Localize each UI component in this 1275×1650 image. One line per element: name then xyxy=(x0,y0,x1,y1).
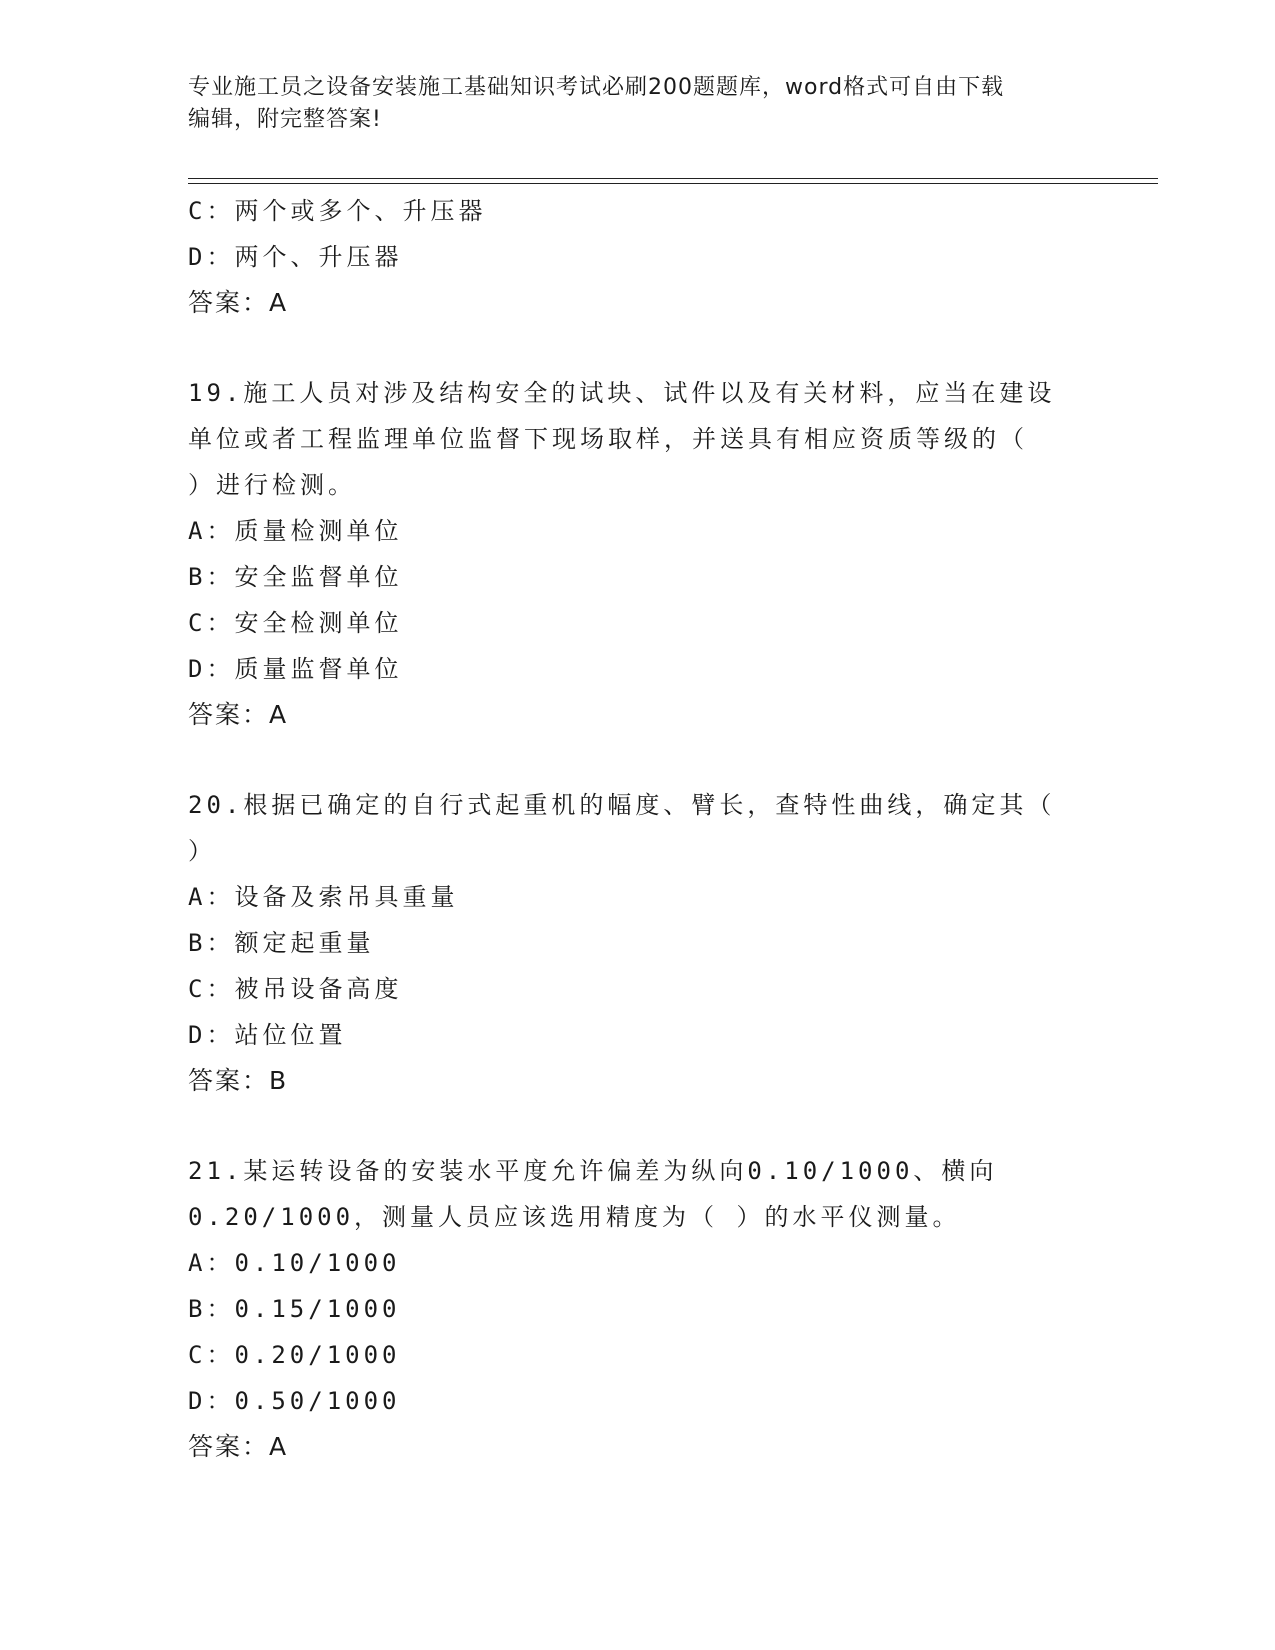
option-b: B：额定起重量 xyxy=(188,929,375,957)
option-a: A：设备及索吊具重量 xyxy=(188,883,459,911)
option-d: D：站位位置 xyxy=(188,1021,347,1049)
question-stem-line: 19.施工人员对涉及结构安全的试块、试件以及有关材料，应当在建设 xyxy=(188,379,1056,407)
question-21 xyxy=(188,1148,1088,1470)
option-a: A：质量检测单位 xyxy=(188,517,403,545)
option-c: C：被吊设备高度 xyxy=(188,975,403,1003)
document-header xyxy=(188,72,1068,136)
option-a: A：0.10/1000 xyxy=(188,1249,401,1277)
answer-line: 答案：A xyxy=(188,700,289,729)
answer-line: 答案：A xyxy=(188,288,289,317)
question-stem-line: 21.某运转设备的安装水平度允许偏差为纵向0.10/1000、横向 xyxy=(188,1157,998,1185)
question-stem-line: 单位或者工程监理单位监督下现场取样，并送具有相应资质等级的（ xyxy=(188,425,1028,453)
header-line-1: 专业施工员之设备安装施工基础知识考试必刷200题题库，word格式可自由下载 xyxy=(188,75,1005,100)
header-divider-top xyxy=(188,178,1158,179)
question-19 xyxy=(188,370,1088,738)
option-b: B：安全监督单位 xyxy=(188,563,403,591)
option-d: D：两个、升压器 xyxy=(188,243,403,271)
option-c: C：0.20/1000 xyxy=(188,1341,401,1369)
question-stem-line: 0.20/1000，测量人员应该选用精度为（ ）的水平仪测量。 xyxy=(188,1203,961,1231)
answer-line: 答案：B xyxy=(188,1066,289,1095)
header-divider-bottom xyxy=(188,183,1158,184)
option-d: D：质量监督单位 xyxy=(188,655,403,683)
option-c: C：两个或多个、升压器 xyxy=(188,197,487,225)
answer-line: 答案：A xyxy=(188,1432,289,1461)
question-20 xyxy=(188,782,1088,1104)
prev-question-block xyxy=(188,188,1088,326)
option-d: D：0.50/1000 xyxy=(188,1387,401,1415)
header-line-2: 编辑，附完整答案! xyxy=(188,107,382,132)
option-c: C：安全检测单位 xyxy=(188,609,403,637)
option-b: B：0.15/1000 xyxy=(188,1295,401,1323)
question-content xyxy=(188,188,1088,1470)
question-stem-line: ） xyxy=(188,837,216,865)
question-stem-line: 20.根据已确定的自行式起重机的幅度、臂长，查特性曲线，确定其（ xyxy=(188,791,1056,819)
question-stem-line: ）进行检测。 xyxy=(188,471,356,499)
